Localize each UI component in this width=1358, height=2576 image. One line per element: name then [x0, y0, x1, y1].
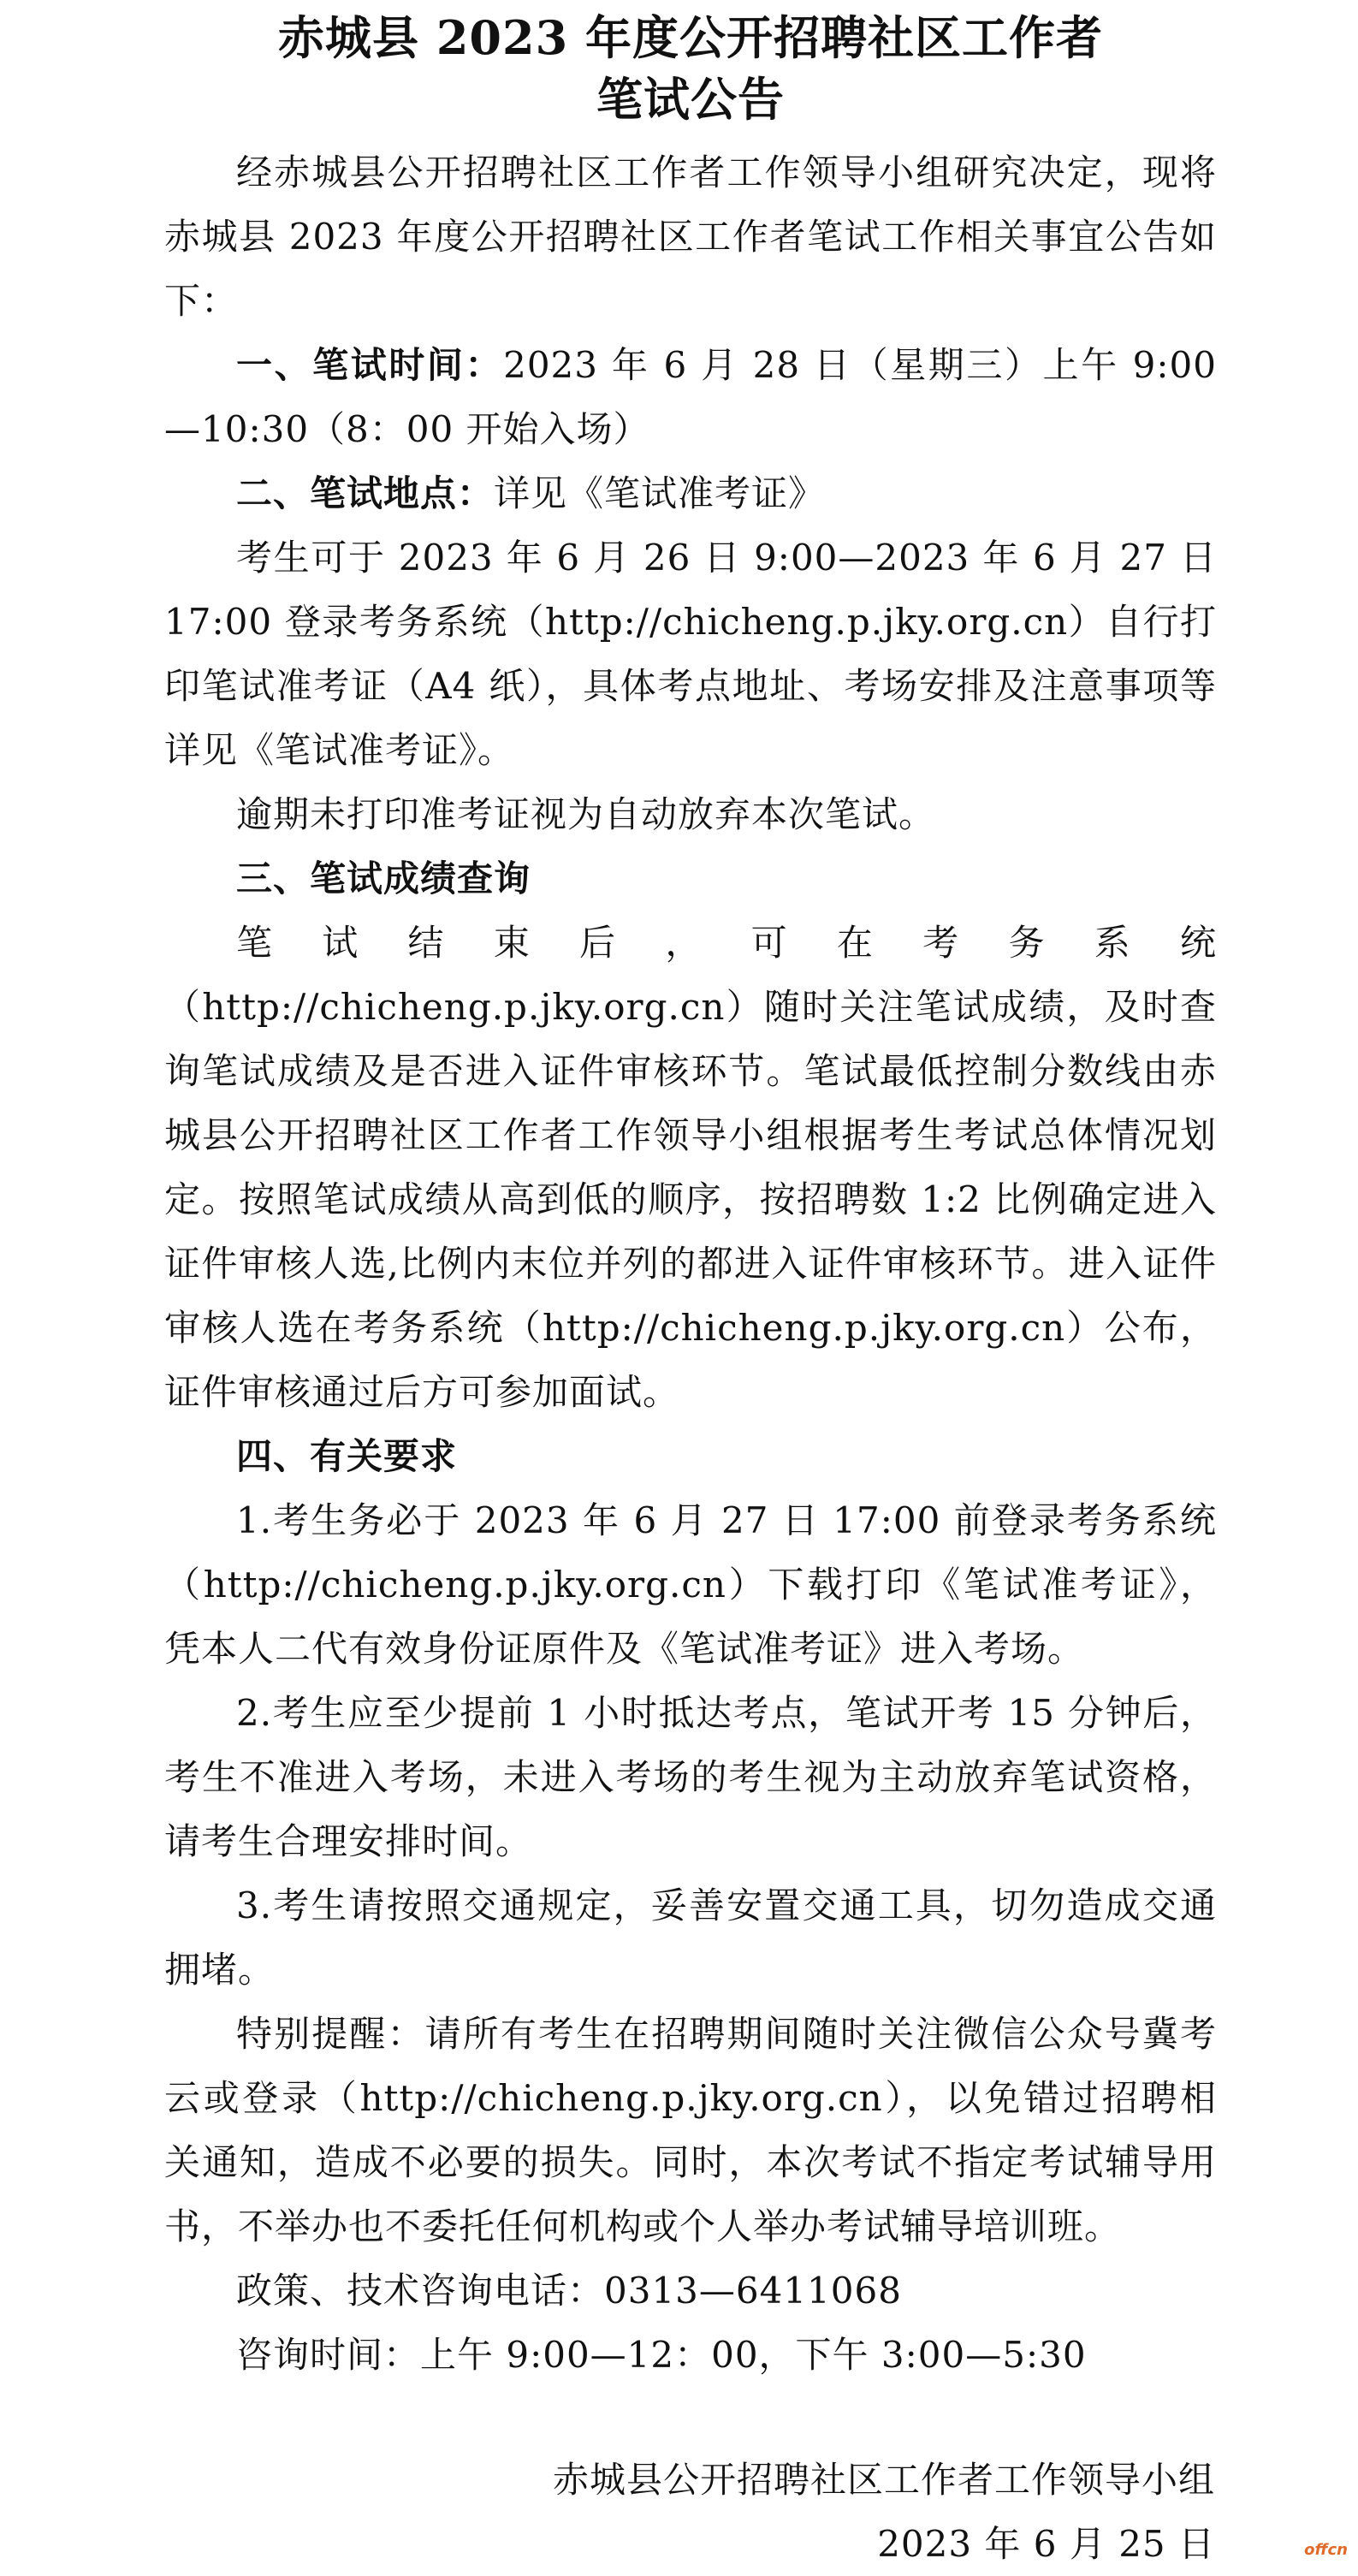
- signature-date: 2023 年 6 月 25 日: [877, 2523, 1215, 2565]
- announcement-body: [164, 140, 1217, 2387]
- signature-organization: 赤城县公开招聘社区工作者工作领导小组: [552, 2459, 1215, 2501]
- special-reminder-paragraph: 特别提醒：请所有考生在招聘期间随时关注微信公众号冀考云或登录（http://chicheng.p.jky.org.cn），以免错过招聘相关通知，造成不必要的损失。同时，本次考试不指定考试辅导用书，不举办也不委托任何机构或个人举办考试辅导培训班。: [164, 2013, 1217, 2247]
- section-exam-location-text: 详见《笔试准考证》: [494, 472, 826, 514]
- contact-phone: 政策、技术咨询电话：0313—6411068: [236, 2270, 902, 2312]
- requirement-item-2: 2.考生应至少提前 1 小时抵达考点，笔试开考 15 分钟后，考生不准进入考场，未进入考场的考生视为主动放弃笔试资格，请考生合理安排时间。: [164, 1692, 1217, 1862]
- announcement-document: [164, 0, 1217, 2565]
- section-exam-location: [164, 461, 1217, 525]
- section-exam-time-text: 2023 年 6 月 28 日（星期三）上午 9:00—10:30（8：00 开始入场）: [164, 344, 1217, 450]
- contact-hours: 咨询时间：上午 9:00—12：00，下午 3:00—5:30: [236, 2334, 1087, 2376]
- intro-paragraph: 经赤城县公开招聘社区工作者工作领导小组研究决定，现将赤城县 2023 年度公开招聘社区工作者笔试工作相关事宜公告如下：: [164, 151, 1217, 322]
- title-line-1: 赤城县 2023 年度公开招聘社区工作者: [278, 10, 1103, 65]
- offcn-watermark: offcn: [1304, 2541, 1348, 2559]
- score-query-paragraph: 笔试结束后，可在考务系统（http://chicheng.p.jky.org.cn）随时关注笔试成绩，及时查询笔试成绩及是否进入证件审核环节。笔试最低控制分数线由赤城县公开招聘社区工作者工作领导小组根据考生考试总体情况划定。按照笔试成绩从高到低的顺序，按招聘数 1:2 比例确定进入证件审核人选,比例内末位并列的都进入证件审核环节。进入证件审核人选在考务系统（http://chicheng.p.jky.org.cn）公布，证件审核通过后方可参加面试。: [164, 922, 1217, 1413]
- section-exam-location-heading: 二、笔试地点：: [236, 472, 495, 514]
- section-exam-time-heading: 一、笔试时间：: [236, 344, 504, 386]
- admission-ticket-paragraph: 考生可于 2023 年 6 月 26 日 9:00—2023 年 6 月 27 日 17:00 登录考务系统（http://chicheng.p.jky.org.cn）自行打印笔试准考证（A4 纸），具体考点地址、考场安排及注意事项等详见《笔试准考证》。: [164, 537, 1217, 771]
- requirement-item-1: 1.考生务必于 2023 年 6 月 27 日 17:00 前登录考务系统（http://chicheng.p.jky.org.cn）下载打印《笔试准考证》，凭本人二代有效身份证原件及《笔试准考证》进入考场。: [164, 1499, 1217, 1670]
- title-line-2: 笔试公告: [596, 72, 785, 127]
- signature-block: [164, 2448, 1217, 2576]
- section-requirements-heading: 四、有关要求: [236, 1435, 458, 1477]
- page-title: [164, 0, 1217, 130]
- section-score-query-heading: 三、笔试成绩查询: [236, 858, 531, 899]
- overdue-notice-paragraph: 逾期未打印准考证视为自动放弃本次笔试。: [236, 793, 936, 835]
- requirement-item-3: 3.考生请按照交通规定，妥善安置交通工具，切勿造成交通拥堵。: [164, 1885, 1217, 1991]
- section-exam-time: [164, 333, 1217, 461]
